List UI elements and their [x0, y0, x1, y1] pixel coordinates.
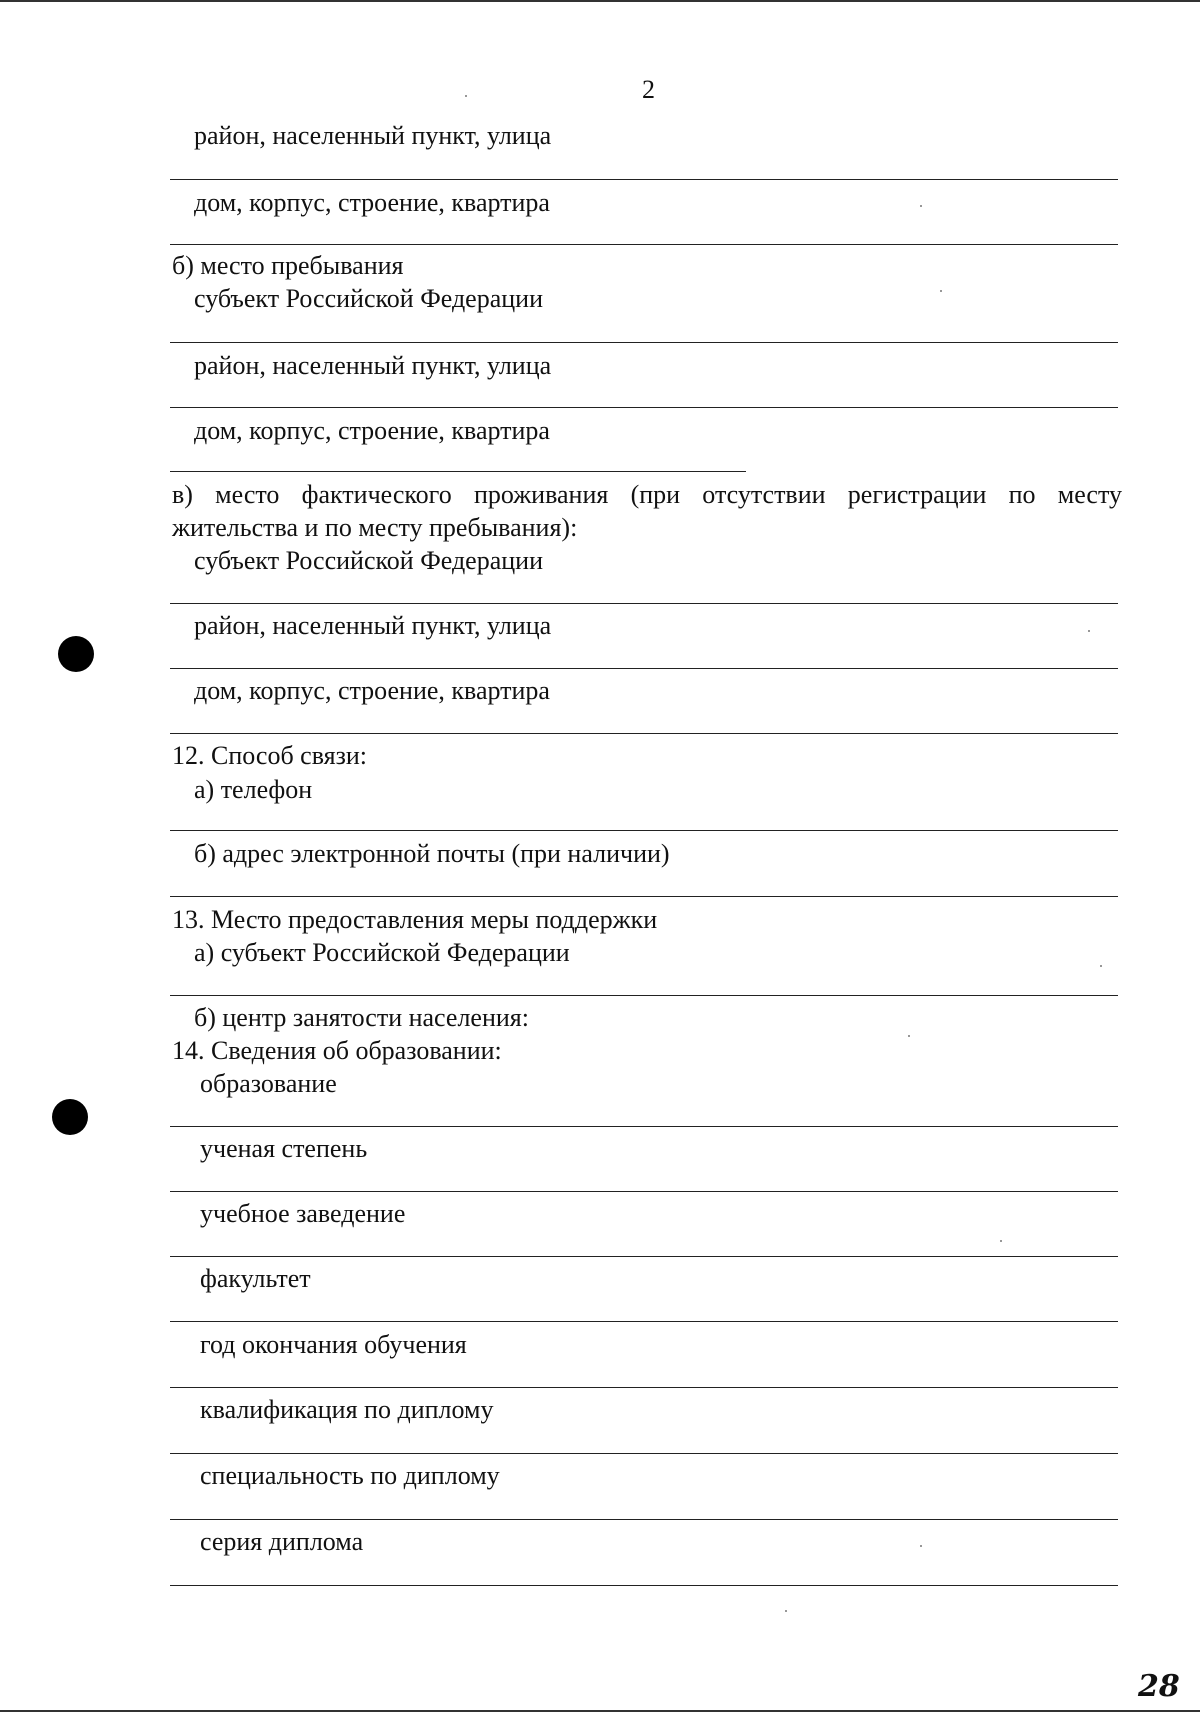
education-field: образование: [200, 1069, 337, 1098]
fill-line: [170, 179, 1118, 180]
scan-speck: [940, 290, 942, 292]
fill-line: [170, 1519, 1118, 1520]
scan-speck: [465, 95, 467, 97]
scan-speck: [920, 1545, 922, 1547]
email-label: б) адрес электронной почты (при наличии): [194, 839, 670, 868]
fill-line: [170, 1387, 1118, 1388]
support-place-title: 13. Место предоставления меры поддержки: [172, 905, 658, 934]
fill-line: [170, 1256, 1118, 1257]
education-field: учебное заведение: [200, 1199, 406, 1228]
house-building-label: дом, корпус, строение, квартира: [194, 416, 550, 445]
fill-line: [170, 1191, 1118, 1192]
support-subject-label: а) субъект Российской Федерации: [194, 938, 570, 967]
scan-speck: [1088, 630, 1090, 632]
actual-residence-title-line1: в) место фактического проживания (при отсутствии регистрации по месту: [172, 480, 1122, 509]
top-border: [0, 0, 1200, 4]
education-field: год окончания обучения: [200, 1330, 467, 1359]
district-street-label: район, населенный пункт, улица: [194, 351, 552, 380]
subject-label: субъект Российской Федерации: [194, 284, 543, 313]
education-field: факультет: [200, 1264, 311, 1293]
scan-speck: [908, 1035, 910, 1037]
fill-line: [170, 603, 1118, 604]
actual-residence-title-line2: жительства и по месту пребывания):: [172, 513, 578, 542]
page-number: 2: [642, 75, 655, 104]
education-field: ученая степень: [200, 1134, 368, 1163]
fill-line: [170, 471, 746, 472]
house-building-label: дом, корпус, строение, квартира: [194, 676, 550, 705]
fill-line: [170, 1585, 1118, 1586]
bottom-border: [0, 1710, 1200, 1712]
fill-line: [170, 1321, 1118, 1322]
fill-line: [170, 1126, 1118, 1127]
education-field: квалификация по диплому: [200, 1395, 494, 1424]
education-field: серия диплома: [200, 1527, 364, 1556]
stay-place-title: б) место пребывания: [172, 251, 404, 280]
fill-line: [170, 995, 1118, 996]
fill-line: [170, 1453, 1118, 1454]
house-building-label: дом, корпус, строение, квартира: [194, 188, 550, 217]
scan-speck: [1100, 965, 1102, 967]
fill-line: [170, 733, 1118, 734]
education-field: специальность по диплому: [200, 1461, 500, 1490]
fill-line: [170, 244, 1118, 245]
phone-label: а) телефон: [194, 775, 313, 804]
punch-hole: [58, 636, 94, 672]
subject-label: субъект Российской Федерации: [194, 546, 543, 575]
education-title: 14. Сведения об образовании:: [172, 1036, 502, 1065]
scan-speck: [1000, 1240, 1002, 1242]
scan-speck: [785, 1610, 787, 1612]
district-street-label: район, населенный пункт, улица: [194, 121, 552, 150]
contact-method-title: 12. Способ связи:: [172, 741, 368, 770]
fill-line: [170, 896, 1118, 897]
fill-line: [170, 342, 1118, 343]
fill-line: [170, 407, 1118, 408]
fill-line: [170, 668, 1118, 669]
punch-hole: [52, 1099, 88, 1135]
fill-line: [170, 830, 1118, 831]
employment-center-label: б) центр занятости населения:: [194, 1003, 529, 1032]
scan-speck: [920, 205, 922, 207]
handwritten-page-mark: 28: [1138, 1669, 1180, 1704]
district-street-label: район, населенный пункт, улица: [194, 611, 552, 640]
